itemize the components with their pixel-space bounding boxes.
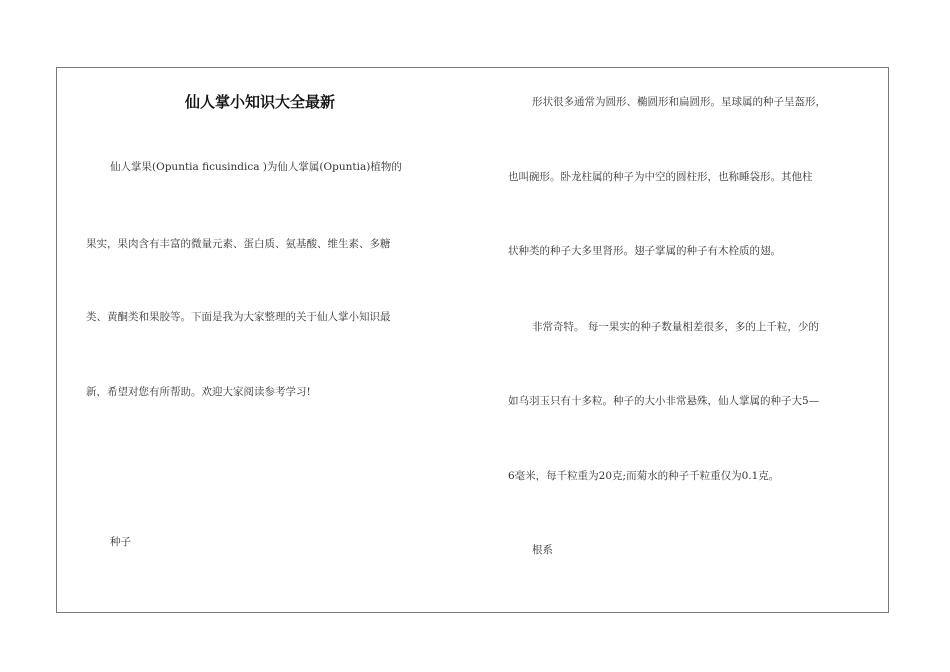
section-heading-roots: 根系 [532, 544, 553, 556]
left-paragraph-line: 仙人掌果(Opuntia ficusindica )为仙人掌属(Opuntia)植物的 [110, 161, 402, 173]
left-paragraph-line: 类、黄酮类和果胶等。下面是我为大家整理的关于仙人掌小知识最 [86, 311, 391, 323]
right-paragraph-line: 非常奇特。 每一果实的种子数量相差很多，多的上千粒，少的 [532, 321, 819, 333]
page-frame [56, 67, 889, 613]
left-paragraph-line: 果实，果肉含有丰富的微量元素、蛋白质、氨基酸、维生素、多糖 [86, 238, 391, 250]
right-paragraph-line: 状种类的种子大多里肾形。翅子掌属的种子有木栓质的翅。 [508, 245, 781, 257]
left-paragraph-line: 新，希望对您有所帮助。欢迎大家阅读参考学习! [86, 386, 311, 398]
section-heading-seeds: 种子 [110, 536, 131, 548]
document-title: 仙人掌小知识大全最新 [184, 93, 335, 111]
right-paragraph-line: 如乌羽玉只有十多粒。种子的大小非常悬殊，仙人掌属的种子大5— [508, 395, 820, 407]
right-paragraph-line: 也叫碗形。卧龙柱属的种子为中空的圆柱形，也称睡袋形。其他柱 [508, 171, 813, 183]
right-paragraph-line: 6毫米，每千粒重为20克;而菊水的种子千粒重仅为0.1克。 [508, 470, 780, 482]
right-paragraph-line: 形状很多通常为圆形、椭圆形和扁圆形。星球属的种子呈盔形， [532, 96, 826, 108]
